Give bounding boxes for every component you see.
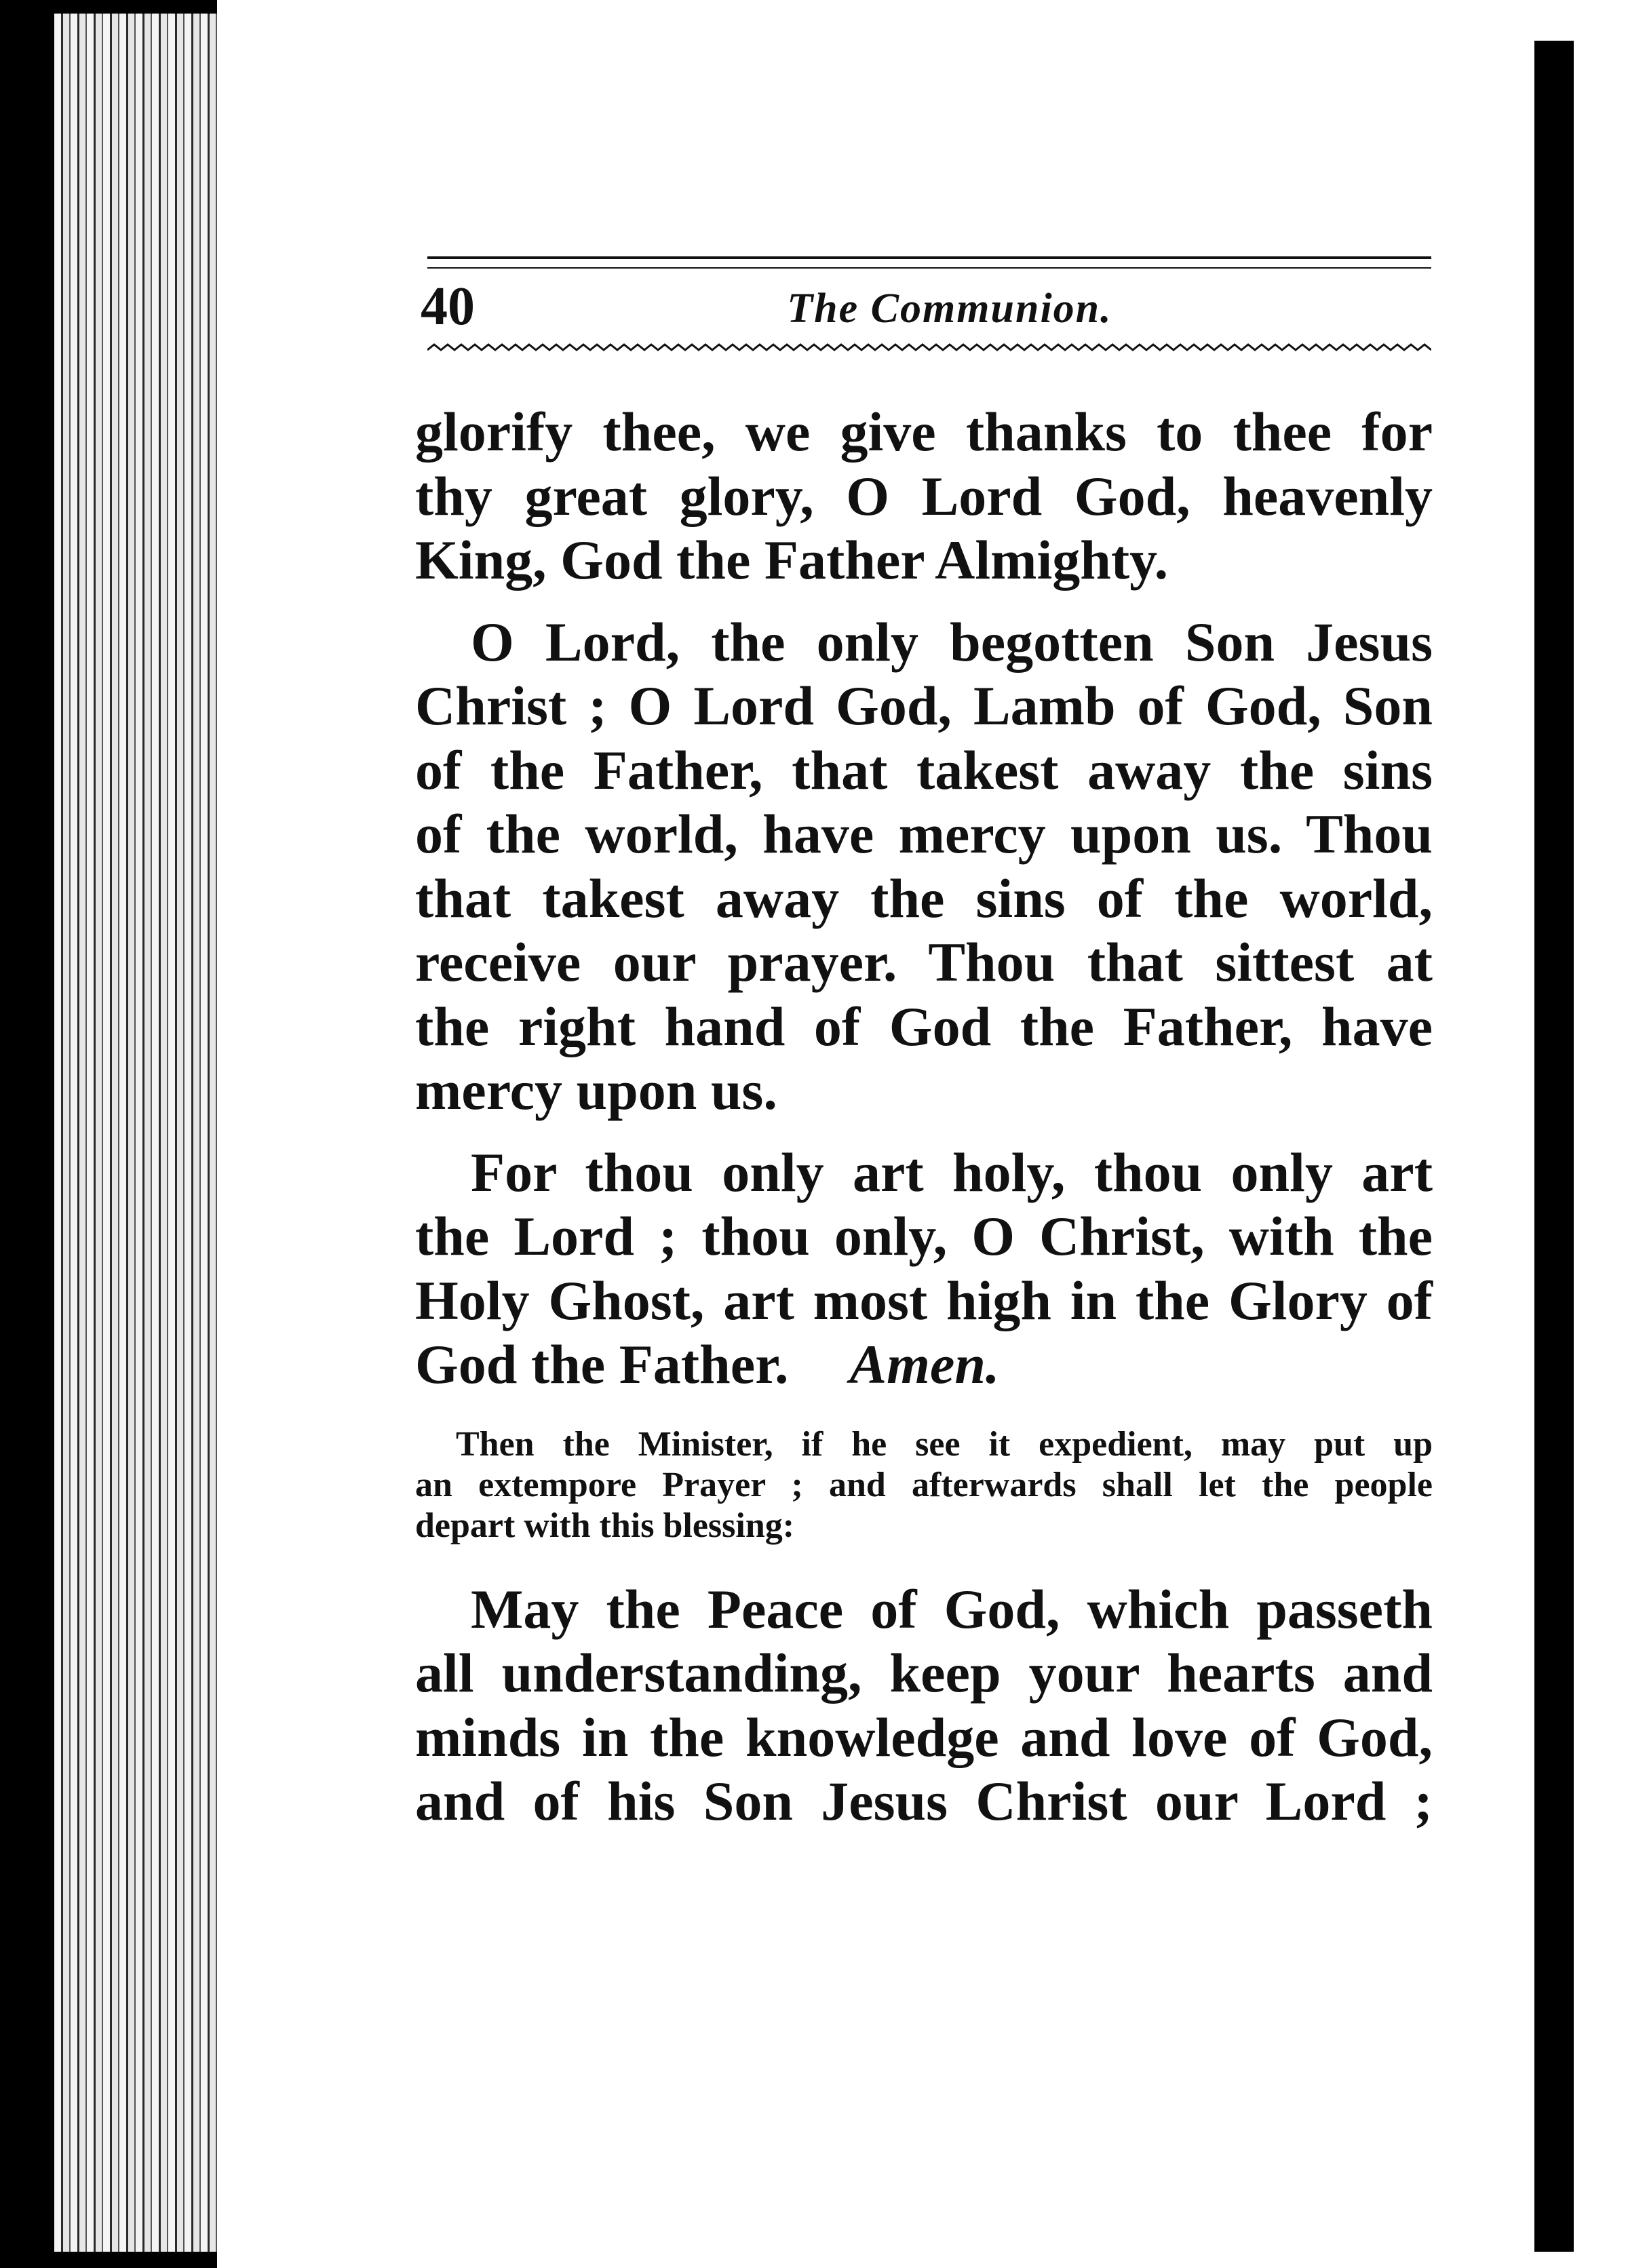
- header-rule-thick: [427, 256, 1431, 259]
- paragraph-2: [415, 610, 1433, 1123]
- blessing-paragraph: [415, 1578, 1433, 1834]
- paragraph-1: [415, 400, 1433, 593]
- rubric-line: depart with this blessing:: [415, 1506, 795, 1545]
- text-line: thy great glory, O Lord God, heavenly: [415, 465, 1433, 527]
- amen-closing: Amen.: [849, 1333, 1000, 1395]
- text-line: For thou only art holy, thou only art: [471, 1141, 1433, 1203]
- text-line: [415, 1333, 1433, 1397]
- text-line: Christ ; O Lord God, Lamb of God, Son: [415, 675, 1433, 737]
- paragraph-3: [415, 1141, 1433, 1397]
- text-line: the right hand of God the Father, have: [415, 995, 1433, 1057]
- page-edges: [54, 14, 217, 2252]
- text-line: O Lord, the only begotten Son Jesus: [471, 610, 1433, 673]
- page-body: [415, 400, 1433, 1834]
- text-line: and of his Son Jesus Christ our Lord ;: [415, 1770, 1433, 1832]
- rubric-line: Then the Minister, if he see it expedient, may put up: [456, 1424, 1433, 1464]
- text-line: mercy upon us.: [415, 1059, 777, 1121]
- text-line: glorify thee, we give thanks to thee for: [415, 401, 1433, 463]
- text-line: May the Peace of God, which passeth: [471, 1578, 1433, 1640]
- header-wavy-rule: [427, 342, 1431, 358]
- rubric-line: an extempore Prayer ; and afterwards shall let the people: [415, 1465, 1433, 1504]
- text-line: King, God the Father Almighty.: [415, 529, 1169, 591]
- text-line: receive our prayer. Thou that sittest at: [415, 931, 1433, 993]
- text-line: Holy Ghost, art most high in the Glory of: [415, 1269, 1433, 1331]
- text-line-content: God the Father.: [415, 1333, 789, 1395]
- book-spine: [1534, 41, 1574, 2252]
- running-head: The Communion.: [787, 286, 1112, 332]
- text-line: minds in the knowledge and love of God,: [415, 1706, 1433, 1768]
- header-rule-thin: [427, 267, 1431, 269]
- text-line: the Lord ; thou only, O Christ, with the: [415, 1205, 1433, 1267]
- text-line: all understanding, keep your hearts and: [415, 1642, 1433, 1704]
- text-line: that takest away the sins of the world,: [415, 867, 1433, 929]
- rubric-instruction: [415, 1424, 1433, 1546]
- facing-page-edge: [1534, 0, 1628, 2268]
- text-line: of the Father, that takest away the sins: [415, 739, 1433, 801]
- text-line: of the world, have mercy upon us. Thou: [415, 803, 1433, 865]
- page-number: 40: [421, 277, 475, 336]
